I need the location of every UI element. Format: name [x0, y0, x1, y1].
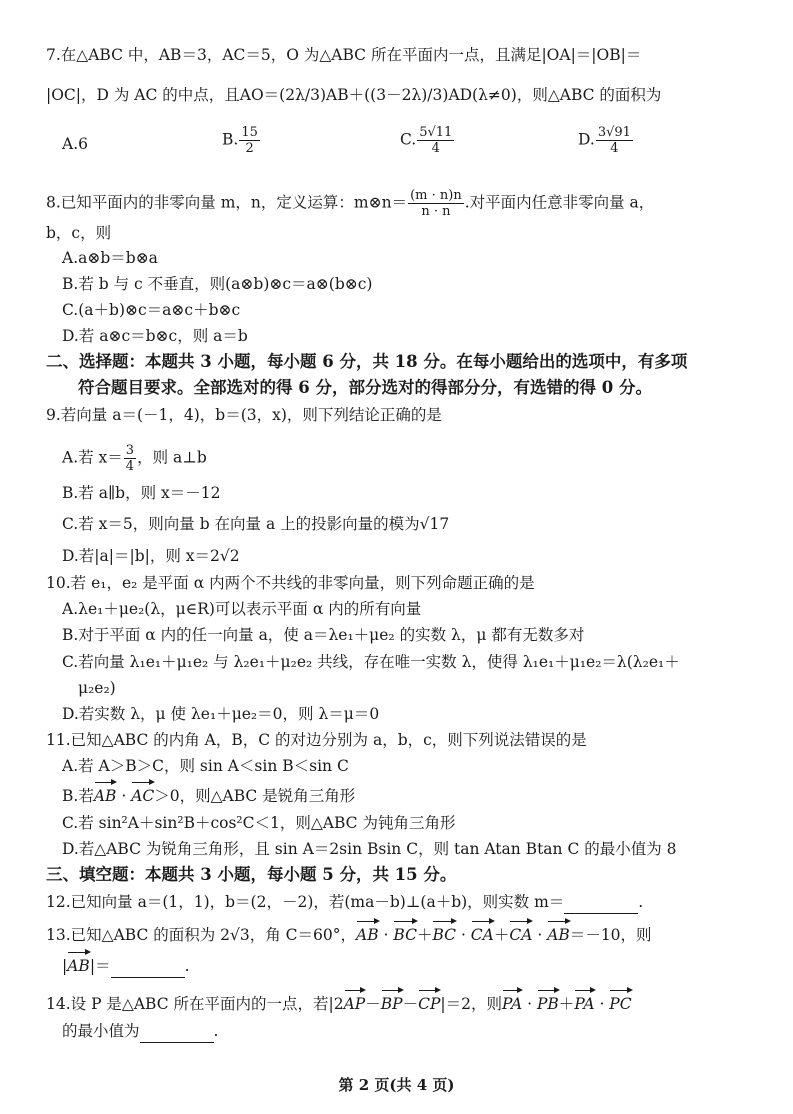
q14-vector-bp: BP: [380, 995, 403, 1013]
q8-fraction-denominator: n · n: [421, 204, 451, 219]
q11-dot: ·: [116, 787, 132, 805]
q14-minus-1: －: [365, 995, 381, 1013]
q11-option-a: A.若 A＞B＞C，则 sin A＜sin B＜sin C: [62, 757, 349, 775]
q7-option-d: [578, 125, 634, 156]
q14-vector-pa: PA: [501, 995, 523, 1013]
q7-option-a: A.6: [62, 135, 88, 153]
q11-option-b: [62, 785, 355, 807]
q7-option-d-denominator: 4: [610, 141, 619, 156]
q11-option-d: D.若△ABC 为锐角三角形，且 sin A＝2sin Bsin C，则 tan Atan Btan C 的最小值为 8: [62, 840, 677, 858]
q13-abs-open: |: [62, 957, 68, 975]
q12-line: [46, 891, 643, 914]
q8-line2: b，c，则: [46, 224, 112, 242]
q13-stem-start: 13.已知△ABC 的面积为 2√3，角 C＝60°，: [46, 926, 357, 944]
q13-vector-bc: BC: [393, 926, 417, 944]
q7-option-d-fraction: [596, 125, 633, 156]
q7-line2: |OC|，D 为 AC 的中点，且AO＝(2λ/3)AB＋((3－2λ)/3)AD(λ≠0)，则△ABC 的面积为: [46, 86, 662, 104]
q13-answer-blank[interactable]: [111, 955, 185, 978]
q14-stem-mid: |＝2，则: [440, 995, 502, 1013]
q10-option-c-line1: C.若向量 λ₁e₁＋μ₁e₂ 与 λ₂e₁＋μ₂e₂ 共线，存在唯一实数 λ，使得 λ₁e₁＋μ₁e₂＝λ(λ₂e₁＋: [62, 653, 680, 671]
q9-option-a-fraction: [124, 443, 136, 474]
q13-dot-2: ·: [456, 926, 471, 944]
q9-option-d: D.若|a|＝|b|，则 x＝2√2: [62, 547, 240, 565]
q8-option-a: A.a⊗b＝b⊗a: [62, 249, 158, 267]
q8-definition-fraction: [408, 188, 464, 219]
q14-line1: [46, 993, 632, 1015]
section2-heading-line1: 二、选择题：本题共 3 小题，每小题 6 分，共 18 分。在每小题给出的选项中，有多项: [46, 352, 688, 371]
q10-option-a: A.λe₁＋μe₂(λ，μ∈R)可以表示平面 α 内的所有向量: [62, 600, 422, 618]
q14-vector-ap: AP: [343, 995, 366, 1013]
q13-line1: [46, 924, 652, 946]
q13-period: .: [184, 957, 190, 975]
q7-option-b: [222, 125, 261, 156]
q7-option-d-numerator: 3√91: [597, 125, 631, 140]
q14-dot-1: ·: [522, 995, 537, 1013]
q14-stem-start: 14.设 P 是△ABC 所在平面内的一点，若|2: [46, 995, 344, 1013]
q14-plus: ＋: [558, 995, 575, 1013]
q11-stem: 11.已知△ABC 的内角 A，B，C 的对边分别为 a，b，c，则下列说法错误的是: [46, 731, 587, 749]
q7-option-c: [400, 125, 455, 156]
q7-line1: 7.在△ABC 中，AB＝3，AC＝5，O 为△ABC 所在平面内一点，且满足|OA|＝|OB|＝: [46, 46, 642, 64]
q7-option-b-fraction: [239, 125, 260, 156]
q7-option-c-fraction: [417, 125, 454, 156]
q11-option-b-end: ＞0，则△ABC 是锐角三角形: [154, 787, 356, 805]
q9-option-c: C.若 x＝5，则向量 b 在向量 a 上的投影向量的模为√17: [62, 515, 450, 533]
q11-option-c: C.若 sin²A＋sin²B＋cos²C＜1，则△ABC 为钝角三角形: [62, 814, 456, 832]
q12-answer-blank[interactable]: [564, 891, 638, 914]
q13-stem-end: ＝－10，则: [569, 926, 652, 944]
q9-option-b: B.若 a∥b，则 x＝－12: [62, 484, 221, 502]
q9-option-a-start: A.若 x＝: [62, 448, 123, 467]
q8-option-b: B.若 b 与 c 不垂直，则(a⊗b)⊗c＝a⊗(b⊗c): [62, 275, 373, 293]
q14-dot-2: ·: [594, 995, 610, 1013]
section3-heading: 三、填空题：本题共 3 小题，每小题 5 分，共 15 分。: [46, 865, 457, 884]
q14-line2: [62, 1020, 218, 1043]
q8-line1: [46, 188, 654, 219]
q7-options: [0, 125, 793, 185]
q13-vector-ca-2: CA: [509, 926, 533, 944]
q13-plus-2: ＋: [493, 926, 510, 944]
q14-minus-2: －: [402, 995, 419, 1013]
q7-option-d-label: D.: [578, 130, 595, 149]
q13-vector-ab: AB: [356, 926, 379, 944]
q8-option-d: D.若 a⊗c＝b⊗c，则 a＝b: [62, 327, 248, 345]
q13-vector-ca: CA: [470, 926, 494, 944]
q7-option-b-numerator: 15: [241, 125, 258, 140]
section2-heading-line2: 符合题目要求。全部选对的得 6 分，部分选对的得部分分，有选错的得 0 分。: [78, 378, 652, 397]
q11-vector-ac: AC: [131, 787, 155, 805]
q13-vector-ab-2: AB: [547, 926, 570, 944]
q10-stem: 10.若 e₁，e₂ 是平面 α 内两个不共线的非零向量，则下列命题正确的是: [46, 574, 535, 592]
q14-period: .: [213, 1022, 219, 1040]
q7-option-b-denominator: 2: [245, 141, 254, 156]
q9-option-a-end: ，则 a⊥b: [137, 448, 207, 467]
q14-answer-blank[interactable]: [140, 1020, 214, 1043]
q13-plus-1: ＋: [416, 926, 433, 944]
q13-abs-close: |＝: [89, 957, 111, 975]
page-footer: 第 2 页(共 4 页): [338, 1076, 455, 1094]
q7-option-b-label: B.: [222, 130, 239, 149]
q7-option-c-denominator: 4: [431, 141, 440, 156]
q9-option-a-denominator: 4: [125, 459, 135, 474]
q8-stem-end: .对平面内任意非零向量 a，: [464, 193, 655, 212]
q9-option-a-numerator: 3: [125, 443, 135, 458]
q8-stem-start: 8.已知平面内的非零向量 m，n，定义运算：m⊗n＝: [46, 193, 408, 212]
q7-option-c-label: C.: [400, 130, 417, 149]
q7-option-c-numerator: 5√11: [419, 125, 453, 140]
q12-period: .: [638, 893, 644, 911]
q14-vector-pa-2: PA: [574, 995, 595, 1013]
q13-dot-1: ·: [378, 926, 394, 944]
q13-line2: [62, 955, 190, 978]
q8-fraction-numerator: (m · n)n: [410, 188, 462, 203]
q9-stem: 9.若向量 a＝(－1，4)，b＝(3，x)，则下列结论正确的是: [46, 406, 442, 424]
q13-vector-bc-2: BC: [432, 926, 457, 944]
q12-stem: 12.已知向量 a＝(1，1)，b＝(2，－2)，若(ma－b)⊥(a＋b)，则实数 m＝: [46, 893, 565, 911]
q14-stem-end: 的最小值为: [62, 1022, 140, 1040]
q10-option-d: D.若实数 λ，μ 使 λe₁＋μe₂＝0，则 λ＝μ＝0: [62, 705, 380, 723]
q14-vector-cp: CP: [418, 995, 441, 1013]
q10-option-c-line2: μ₂e₂): [78, 679, 116, 697]
q14-vector-pc: PC: [609, 995, 632, 1013]
q13-abs-vector-ab: AB: [67, 957, 90, 975]
q11-option-b-start: B.若: [62, 787, 94, 805]
q11-vector-ab: AB: [93, 787, 117, 805]
q14-vector-pb: PB: [536, 995, 559, 1013]
q13-dot-3: ·: [532, 926, 548, 944]
q10-option-b: B.对于平面 α 内的任一向量 a，使 a＝λe₁＋μe₂ 的实数 λ，μ 都有无数多对: [62, 626, 585, 644]
q9-option-a: [62, 443, 207, 474]
q8-option-c: C.(a＋b)⊗c＝a⊗c＋b⊗c: [62, 301, 241, 319]
